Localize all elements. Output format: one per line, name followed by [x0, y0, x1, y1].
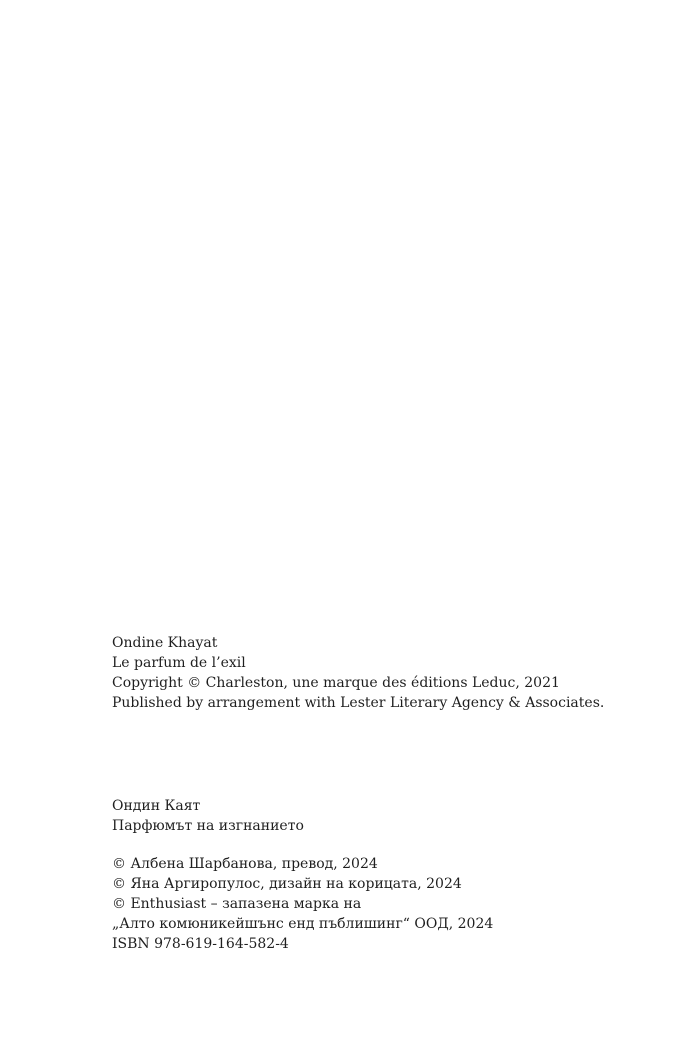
bulgarian-author: Ондин Каят [112, 798, 201, 814]
original-edition-info [112, 633, 672, 713]
isbn: ISBN 978-619-164-582-4 [112, 936, 289, 952]
trademark-line-2: „Алто комюникейшънс енд пъблишинг“ ООД, 2024 [112, 916, 494, 932]
original-title: Le parfum de l’exil [112, 655, 246, 671]
original-author: Ondine Khayat [112, 635, 218, 651]
bulgarian-edition-info [112, 796, 672, 954]
section-spacer [112, 836, 672, 854]
bulgarian-title: Парфюмът на изгнанието [112, 818, 304, 834]
original-copyright: Copyright © Charleston, une marque des éditions Leduc, 2021 [112, 675, 560, 691]
cover-design-credit: © Яна Аргиропулос, дизайн на корицата, 2024 [112, 876, 462, 892]
translation-credit: © Албена Шарбанова, превод, 2024 [112, 856, 378, 872]
trademark-line-1: © Enthusiast – запазена марка на [112, 896, 362, 912]
publishing-arrangement: Published by arrangement with Lester Literary Agency & Associates. [112, 695, 605, 711]
